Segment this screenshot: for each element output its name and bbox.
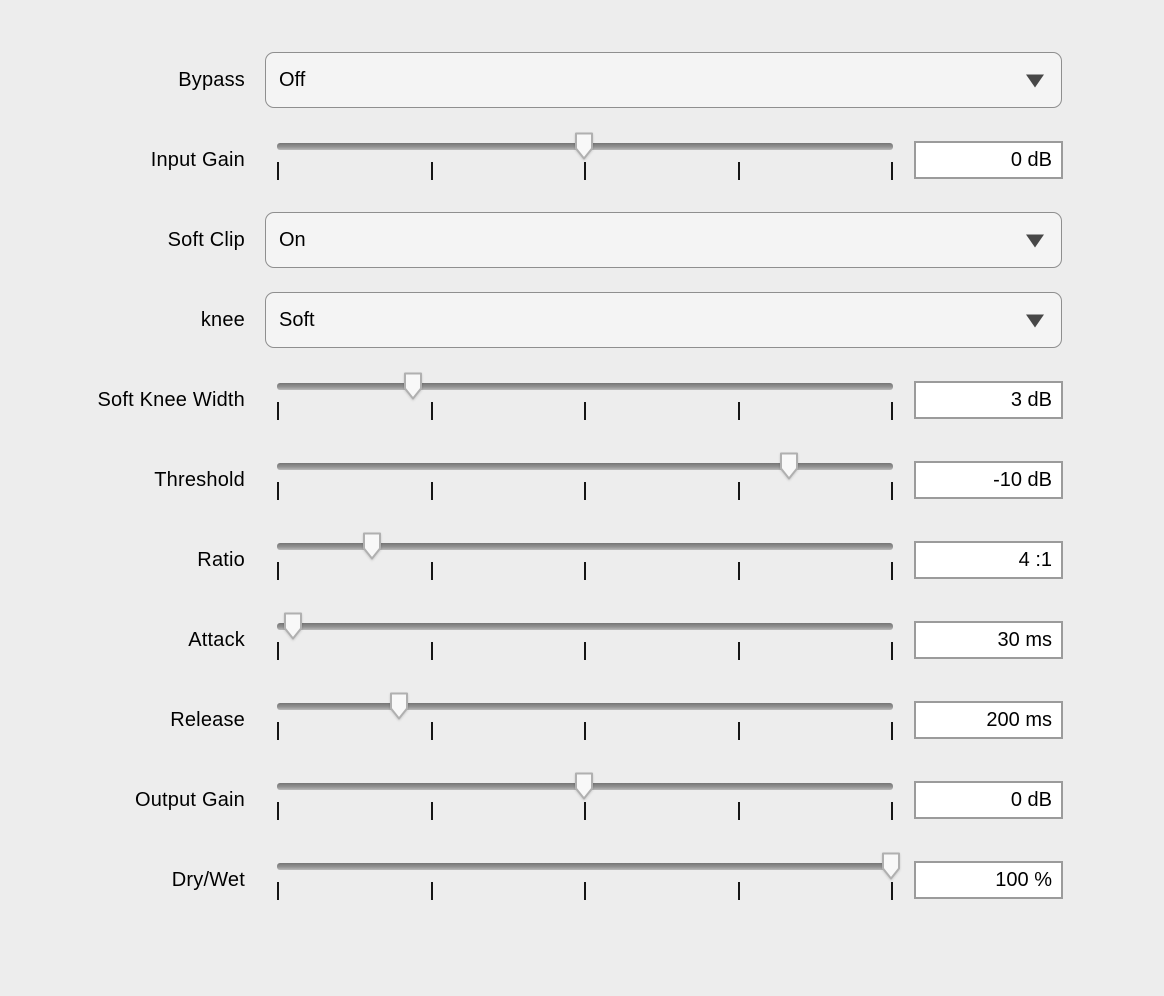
soft-clip-label: Soft Clip <box>167 228 245 251</box>
slider-track[interactable] <box>277 863 893 870</box>
slider-thumb[interactable] <box>574 772 594 801</box>
attack-label: Attack <box>188 628 245 651</box>
input-gain-label: Input Gain <box>150 148 245 171</box>
control-row-input-gain <box>0 120 1164 200</box>
control-row-threshold <box>0 440 1164 520</box>
slider-thumb[interactable] <box>881 852 901 881</box>
threshold-slider[interactable] <box>277 458 893 502</box>
slider-ticks <box>277 722 893 740</box>
attack-value[interactable]: 30 ms <box>914 621 1063 659</box>
soft-knee-width-label: Soft Knee Width <box>97 388 245 411</box>
slider-ticks <box>277 482 893 500</box>
bypass-dropdown-value: Off <box>279 68 306 91</box>
slider-ticks <box>277 562 893 580</box>
knee-dropdown-value: Soft <box>279 308 315 331</box>
dry-wet-value[interactable]: 100 % <box>914 861 1063 899</box>
slider-ticks <box>277 642 893 660</box>
release-label: Release <box>170 708 245 731</box>
soft-knee-width-slider[interactable] <box>277 378 893 422</box>
output-gain-value[interactable]: 0 dB <box>914 781 1063 819</box>
knee-dropdown[interactable] <box>265 292 1062 348</box>
chevron-down-icon <box>1026 235 1044 248</box>
slider-ticks <box>277 402 893 420</box>
slider-ticks <box>277 802 893 820</box>
knee-label: knee <box>200 308 245 331</box>
soft-clip-dropdown[interactable] <box>265 212 1062 268</box>
attack-slider[interactable] <box>277 618 893 662</box>
control-row-soft-clip <box>0 200 1164 280</box>
threshold-label: Threshold <box>154 468 245 491</box>
ratio-slider[interactable] <box>277 538 893 582</box>
slider-ticks <box>277 882 893 900</box>
slider-thumb[interactable] <box>403 372 423 401</box>
chevron-down-icon <box>1026 75 1044 88</box>
slider-track[interactable] <box>277 703 893 710</box>
soft-knee-width-value[interactable]: 3 dB <box>914 381 1063 419</box>
slider-thumb[interactable] <box>779 452 799 481</box>
bypass-label: Bypass <box>178 68 245 91</box>
control-row-release <box>0 680 1164 760</box>
ratio-value[interactable]: 4 :1 <box>914 541 1063 579</box>
dry-wet-slider[interactable] <box>277 858 893 902</box>
soft-clip-dropdown-value: On <box>279 228 306 251</box>
bypass-dropdown[interactable] <box>265 52 1062 108</box>
slider-ticks <box>277 162 893 180</box>
release-slider[interactable] <box>277 698 893 742</box>
slider-thumb[interactable] <box>283 612 303 641</box>
slider-thumb[interactable] <box>362 532 382 561</box>
control-row-bypass <box>0 40 1164 120</box>
output-gain-slider[interactable] <box>277 778 893 822</box>
control-row-soft-knee-width <box>0 360 1164 440</box>
chevron-down-icon <box>1026 315 1044 328</box>
control-row-attack <box>0 600 1164 680</box>
threshold-value[interactable]: -10 dB <box>914 461 1063 499</box>
control-row-knee <box>0 280 1164 360</box>
release-value[interactable]: 200 ms <box>914 701 1063 739</box>
dry-wet-label: Dry/Wet <box>171 868 245 891</box>
ratio-label: Ratio <box>197 548 245 571</box>
slider-track[interactable] <box>277 623 893 630</box>
control-row-dry-wet <box>0 840 1164 920</box>
slider-thumb[interactable] <box>574 132 594 161</box>
control-row-output-gain <box>0 760 1164 840</box>
slider-thumb[interactable] <box>389 692 409 721</box>
input-gain-slider[interactable] <box>277 138 893 182</box>
control-row-ratio <box>0 520 1164 600</box>
slider-track[interactable] <box>277 383 893 390</box>
input-gain-value[interactable]: 0 dB <box>914 141 1063 179</box>
slider-track[interactable] <box>277 463 893 470</box>
output-gain-label: Output Gain <box>134 788 245 811</box>
